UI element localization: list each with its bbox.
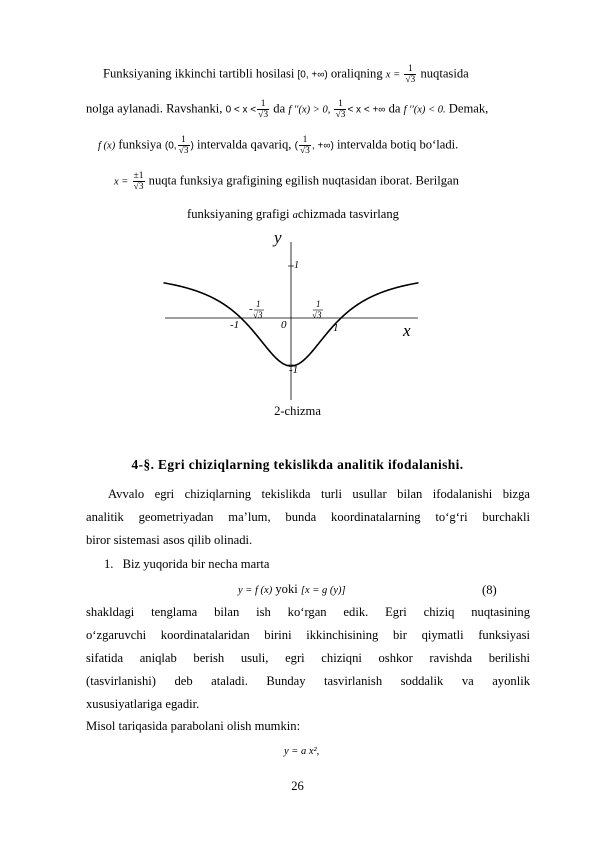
tick-label-y-bottom: -1	[289, 364, 299, 376]
text: chizmada tasvirlang	[297, 207, 399, 221]
interval: [0, +∞)	[297, 69, 328, 81]
fraction: $\frac{1}{√3}$	[335, 99, 346, 120]
paragraph-line: xususiyatlariga egadir.	[86, 697, 200, 711]
paragraph-line: biror sistemasi asos qilib olinadi.	[86, 533, 253, 547]
paragraph-line: Misol tariqasida parabolani olish mumkin:	[86, 719, 301, 733]
text: nolga aylanadi. Ravshanki,	[86, 101, 223, 116]
tick-label-x-right: 1	[333, 322, 339, 334]
second-derivative-positive: f ′′(x) > 0,	[288, 104, 331, 116]
fraction: $\frac{1}{√3}$	[299, 135, 310, 156]
inequality: < x < +∞	[347, 104, 386, 116]
paragraph-line: sifatida aniqlab berish usuli, egri chiziqni oshkor ravishda berilishi	[86, 651, 530, 665]
inflection-label-left-den: √3	[253, 310, 263, 320]
equation-8	[238, 581, 346, 599]
list-text: Biz yuqorida bir necha marta	[122, 557, 270, 571]
section-heading: 4-§. Egri chiziqlarning tekislikda analitik ifodalanishi.	[131, 457, 464, 472]
inflection-label-right-den: √3	[312, 310, 322, 320]
interval-close: , +∞)	[311, 140, 334, 152]
interval-open: (	[294, 140, 298, 152]
math-x-eq: x =	[385, 69, 401, 81]
text: funksiya	[118, 137, 162, 152]
inequality: 0 < x <	[225, 104, 257, 116]
text: Funksiyaning ikkinchi tartibli hosilasi	[103, 66, 295, 81]
interval-open: (0,	[164, 140, 177, 152]
paragraph-line: Avvalo egri chiziqlarning tekislikda turli usullar bilan ifodalanishi bizga	[108, 487, 530, 501]
paragraph-line: o‘zgaruvchi koordinatalaridan birini ikkinchisining bir qiymatli funksiyasi	[86, 628, 530, 642]
math-f-x: f (x)	[98, 140, 116, 152]
text: funksiyaning grafigi	[187, 207, 290, 221]
equation-connector: yoki	[275, 582, 298, 596]
math-x-eq: x =	[114, 176, 129, 188]
paragraph-line-5	[187, 206, 399, 224]
paragraph-line: shakldagi tenglama bilan ish ko‘rgan edik. Egri chiziq nuqtasining	[86, 605, 530, 619]
text: nuqtasida	[420, 66, 469, 81]
paragraph-line-1	[103, 64, 469, 85]
list-item	[104, 556, 269, 572]
inflection-label-minus-sign: -	[249, 303, 253, 315]
page-number: 26	[291, 779, 304, 793]
figure-caption: 2-chizma	[274, 404, 321, 418]
fraction: $\frac{1}{√3}$	[405, 64, 416, 85]
paragraph-line-3	[98, 135, 458, 156]
paragraph-line: (tasvirlanishi) deb ataladi. Bunday tasvirlanish soddalik va ayonlik	[86, 674, 530, 688]
fraction: $\frac{\pm 1}{√3}$	[133, 171, 144, 192]
list-number: 1.	[104, 557, 114, 571]
fraction: $\frac{1}{√3}$	[178, 135, 189, 156]
text: oraliqning	[330, 66, 383, 81]
text: da	[388, 101, 401, 116]
text: Demak,	[448, 101, 489, 116]
text: intervalda botiq bo‘ladi.	[336, 137, 459, 152]
paragraph-line-2	[86, 99, 488, 120]
y-axis-label: y	[274, 228, 282, 247]
parabola-formula: y = a x²,	[284, 746, 320, 757]
text: intervalda qavariq,	[197, 137, 292, 152]
paragraph-line: analitik geometriyadan ma’lum, bunda koordinatalarning to‘g‘ri burchakli	[86, 510, 530, 524]
function-graph-figure	[160, 224, 430, 404]
interval-close: )	[190, 140, 194, 152]
x-axis-label: x	[403, 321, 411, 340]
equation-left: y = f (x)	[238, 585, 273, 596]
fraction: $\frac{1}{√3}$	[258, 99, 269, 120]
tick-label-y-top: 1	[294, 260, 299, 271]
inflection-label-left-num: 1	[256, 299, 261, 309]
figure-reference: a	[292, 210, 298, 221]
equation-number: (8)	[482, 583, 497, 597]
origin-label: 0	[281, 319, 287, 331]
paragraph-line-4	[114, 171, 459, 192]
parabola-equation	[284, 742, 319, 760]
text: nuqta funksiya grafigining egilish nuqtasidan iborat. Berilgan	[148, 173, 459, 188]
second-derivative-negative: f ′′(x) < 0.	[403, 104, 446, 116]
inflection-label-right-num: 1	[316, 299, 321, 309]
equation-right: [x = g (y)]	[300, 585, 346, 596]
tick-label-x-left: -1	[230, 319, 240, 331]
text: da	[273, 101, 286, 116]
